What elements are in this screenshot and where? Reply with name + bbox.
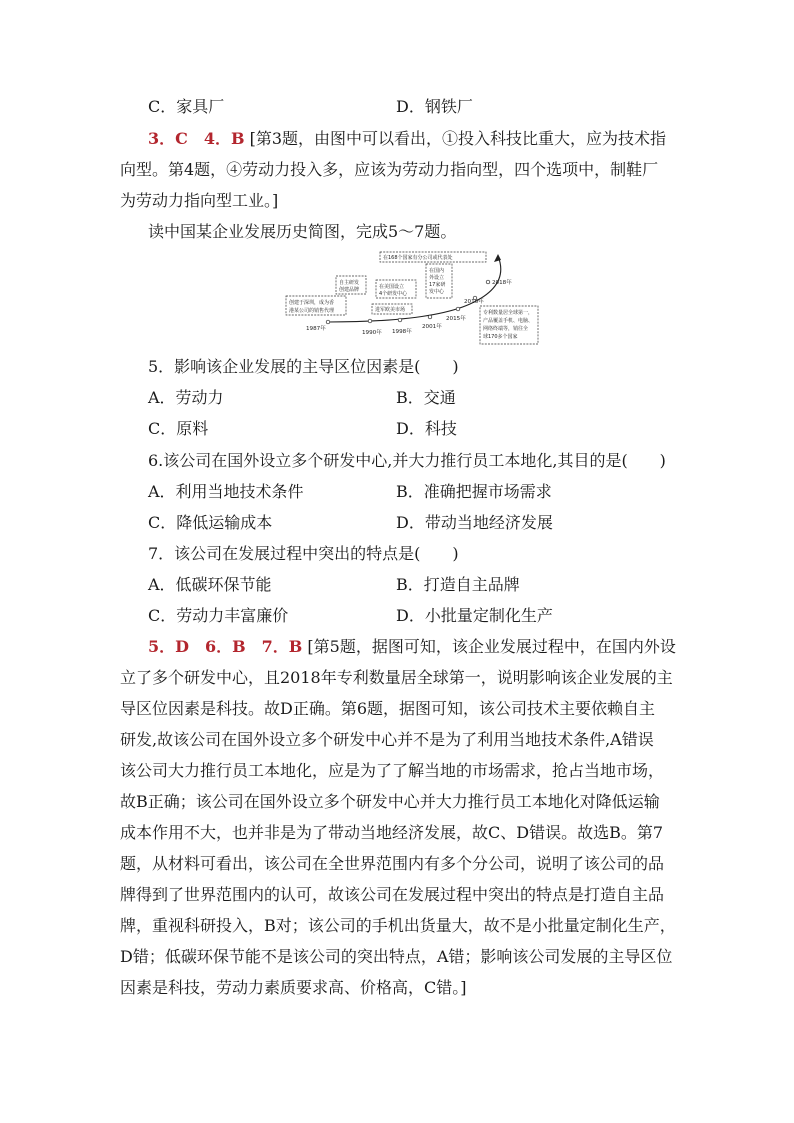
answer-5-7-line: 导区位因素是科技。故D正确。第6题，据图可知，该公司技术主要依赖自主: [120, 699, 656, 718]
q7-stem: 7．该公司在发展过程中突出的特点是( ): [148, 544, 459, 563]
answer-5-7-line: D错；低碳环保节能不是该公司的突出特点，A错；影响该公司发展的主导区位: [120, 947, 673, 966]
svg-text:港某公司的销售代理: 港某公司的销售代理: [289, 308, 335, 314]
q7-option-c: C．劳动力丰富廉价: [148, 606, 289, 625]
q5-option-d: D．科技: [396, 419, 457, 438]
event-box-1987: [286, 296, 346, 315]
svg-text:自主研发: 自主研发: [339, 280, 360, 286]
event-box-2001: [376, 280, 416, 298]
svg-text:创建于深圳，成为香: 创建于深圳，成为香: [289, 300, 335, 306]
node-1990: [368, 319, 372, 323]
answer-3-4-line-2: 向型。第4题，④劳动力投入多，应该为劳动力指向型，四个选项中，制鞋厂: [120, 160, 659, 179]
svg-text:在国内: 在国内: [429, 268, 445, 274]
year-label: 2015年: [446, 316, 466, 322]
event-box-2016: [380, 252, 486, 262]
year-label: 2016年: [464, 299, 484, 305]
svg-text:在美国设立: 在美国设立: [379, 284, 405, 290]
svg-text:创建品牌: 创建品牌: [339, 287, 360, 293]
answer-text: [第5题，据图可知，该企业发展过程中，在国内外设: [307, 637, 676, 656]
node-2001: [428, 315, 432, 319]
event-box-2018: [480, 306, 538, 344]
year-label: 1990年: [362, 330, 382, 336]
prev-option-c: C．家具厂: [148, 97, 225, 116]
answer-5-7-line: 研发,故该公司在国外设立多个研发中心并不是为了利用当地技术条件,A错误: [120, 730, 654, 749]
q5-stem: 5．影响该企业发展的主导区位因素是( ): [148, 357, 459, 376]
year-label: 1987年: [306, 326, 326, 332]
q7-option-d: D．小批量定制化生产: [396, 606, 553, 625]
q5-option-b: B．交通: [396, 388, 456, 407]
answer-5-7-line: 牌得到了世界范围内的认可，故该公司在发展过程中突出的特点是打造自主品: [120, 885, 665, 904]
answer-5-7-line: 立了多个研发中心，且2018年专利数量居全球第一，说明影响该企业发展的主: [120, 668, 673, 687]
q6-option-c: C．降低运输成本: [148, 513, 273, 532]
q6-option-d: D．带动当地经济发展: [396, 513, 553, 532]
answer-5-7-line-1: [148, 637, 676, 657]
q5-option-c: C．原料: [148, 419, 209, 438]
year-label: 2018年: [492, 280, 512, 286]
q6-option-a: A．利用当地技术条件: [148, 482, 304, 501]
svg-text:进军欧美市场: 进军欧美市场: [375, 307, 406, 313]
company-history-timeline: [280, 248, 540, 348]
node-2015: [456, 307, 460, 311]
answer-text: [第3题，由图中可以看出，①投入科技比重大，应为技术指: [249, 129, 667, 148]
node-2018: [486, 280, 490, 284]
svg-text:网络终端等，销往全: 网络终端等，销往全: [483, 326, 529, 332]
svg-text:发中心: 发中心: [429, 289, 445, 295]
prev-option-d: D．钢铁厂: [396, 97, 473, 116]
node-1998: [398, 318, 402, 322]
answer-3-4-line-1: [148, 129, 666, 149]
answer-key: 5．D 6．B 7．B: [148, 637, 303, 656]
year-label: 1998年: [392, 329, 412, 335]
intro-text: 读中国某企业发展历史简图，完成5～7题。: [148, 222, 457, 241]
answer-3-4-line-3: 为劳动力指向型工业。]: [120, 191, 279, 210]
q6-option-b: B．准确把握市场需求: [396, 482, 552, 501]
svg-text:产品覆盖手机、电脑、: 产品覆盖手机、电脑、: [483, 318, 534, 324]
q5-option-a: A．劳动力: [148, 388, 224, 407]
svg-text:4个研发中心: 4个研发中心: [379, 291, 408, 297]
svg-text:球170多个国家: 球170多个国家: [483, 334, 518, 340]
event-box-1998: [372, 304, 412, 314]
q7-option-b: B．打造自主品牌: [396, 575, 520, 594]
svg-text:17家研: 17家研: [429, 282, 446, 288]
event-box-2015: [426, 264, 452, 298]
node-1987: [326, 320, 330, 324]
answer-5-7-line: 题，从材料可看出，该公司在全世界范围内有多个分公司，说明了该公司的品: [120, 854, 665, 873]
q6-stem: 6.该公司在国外设立多个研发中心,并大力推行员工本地化,其目的是( ): [148, 451, 666, 470]
answer-5-7-line: 故B正确；该公司在国外设立多个研发中心并大力推行员工本地化对降低运输: [120, 792, 660, 811]
event-box-1990: [336, 276, 366, 294]
q7-option-a: A．低碳环保节能: [148, 575, 272, 594]
year-label: 2001年: [422, 324, 442, 330]
answer-key: 3．C 4．B: [148, 129, 245, 148]
svg-text:专利数量居全球第一，: 专利数量居全球第一，: [483, 310, 534, 316]
answer-5-7-line: 成本作用不大，也并非是为了带动当地经济发展，故C、D错误。故选B。第7: [120, 823, 664, 842]
svg-text:外设立: 外设立: [429, 275, 445, 281]
answer-5-7-line: 该公司大力推行员工本地化，应是为了了解当地的市场需求，抢占当地市场，: [120, 761, 665, 780]
svg-text:在168个国家有分公司或代表处: 在168个国家有分公司或代表处: [383, 255, 453, 261]
answer-5-7-line: 牌，重视科研投入，B对；该公司的手机出货量大，故不是小批量定制化生产，: [120, 916, 676, 935]
answer-5-7-line: 因素是科技，劳动力素质要求高、价格高，C错。]: [120, 978, 467, 997]
